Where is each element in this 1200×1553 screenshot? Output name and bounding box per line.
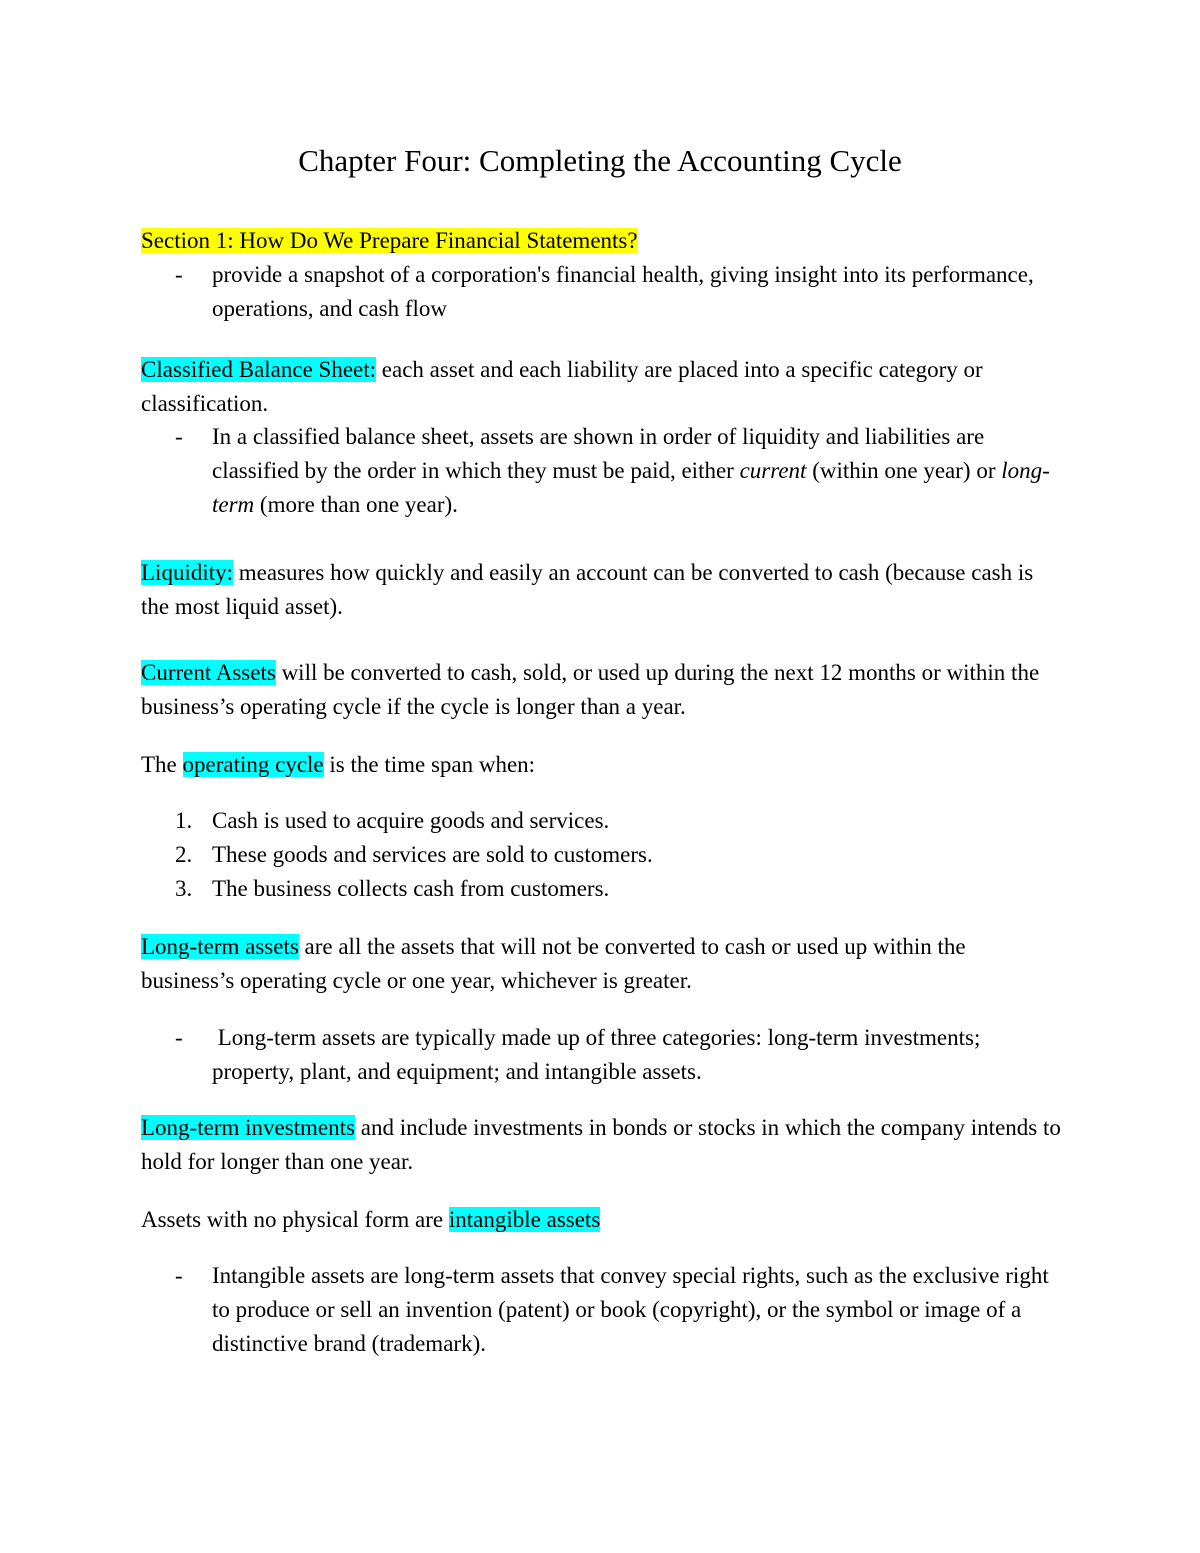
list-number: 1.	[175, 808, 193, 833]
classified-balance-sheet-paragraph	[141, 353, 1061, 421]
bullet-marker: -	[175, 1263, 183, 1288]
classified-balance-sheet-bullet-text	[212, 420, 1057, 522]
intangible-assets-term: intangible assets	[448, 1207, 601, 1232]
long-term-investments-definition: and include investments in bonds or stocks in which the company intends to hold for longer than one year.	[141, 1115, 1061, 1174]
section-1-heading: Section 1: How Do We Prepare Financial Statements?	[141, 228, 638, 253]
intangible-assets-paragraph	[141, 1203, 1061, 1237]
list-item-text: The business collects cash from customers.	[212, 876, 610, 901]
list-number: 3.	[175, 876, 193, 901]
liquidity-definition: measures how quickly and easily an account can be converted to cash (because cash is the most liquid asset).	[141, 560, 1034, 619]
long-term-investments-term: Long-term investments	[141, 1115, 355, 1140]
list-number: 2.	[175, 842, 193, 867]
bullet-text-part: (more than one year).	[254, 492, 458, 517]
current-assets-term: Current Assets	[141, 660, 276, 685]
operating-cycle-prefix: The	[141, 752, 183, 777]
long-term-investments-paragraph	[141, 1111, 1061, 1179]
bullet-marker: -	[175, 424, 183, 449]
long-term-assets-bullet-text: Long-term assets are typically made up of three categories: long-term investments; property, plant, and equipment; and intangible assets.	[212, 1025, 987, 1084]
bullet-text-part: In a classified balance sheet, assets are shown in order of liquidity and liabilities are classified by the order in which they must be paid, either	[212, 424, 985, 483]
long-term-term: long-term	[212, 458, 1050, 517]
current-term: current	[739, 458, 807, 483]
current-assets-paragraph	[141, 656, 1061, 724]
operating-cycle-term: operating cycle	[182, 752, 324, 777]
operating-cycle-suffix: is the time span when:	[323, 752, 536, 777]
long-term-assets-paragraph	[141, 930, 1061, 998]
bullet-marker: -	[175, 1025, 183, 1050]
current-assets-definition: will be converted to cash, sold, or used up during the next 12 months or within the business’s operating cycle if the cycle is longer than a year.	[141, 660, 1040, 719]
long-term-assets-term: Long-term assets	[141, 934, 299, 959]
liquidity-paragraph	[141, 556, 1061, 624]
intangible-assets-bullet-text: Intangible assets are long-term assets that convey special rights, such as the exclusive right to produce or sell an invention (patent) or book (copyright), or the symbol or image of a distinctive brand (trademark).	[212, 1263, 1049, 1356]
intangible-assets-prefix: Assets with no physical form are	[141, 1207, 449, 1232]
list-item-text: These goods and services are sold to customers.	[212, 842, 653, 867]
classified-balance-sheet-definition: each asset and each liability are placed into a specific category or classification.	[141, 357, 983, 416]
long-term-assets-definition: are all the assets that will not be converted to cash or used up within the business’s operating cycle or one year, whichever is greater.	[141, 934, 966, 993]
operating-cycle-paragraph	[141, 748, 1061, 782]
section-heading	[141, 224, 1061, 258]
bullet-marker: -	[175, 262, 183, 287]
liquidity-term: Liquidity:	[141, 560, 233, 585]
list-item-text: Cash is used to acquire goods and services.	[212, 808, 610, 833]
page-title: Chapter Four: Completing the Accounting Cycle	[298, 143, 902, 178]
classified-balance-sheet-term: Classified Balance Sheet:	[141, 357, 377, 382]
section-1-bullet-text: provide a snapshot of a corporation's financial health, giving insight into its performance, operations, and cash flow	[212, 262, 1034, 321]
bullet-text-part: (within one year) or	[806, 458, 1002, 483]
